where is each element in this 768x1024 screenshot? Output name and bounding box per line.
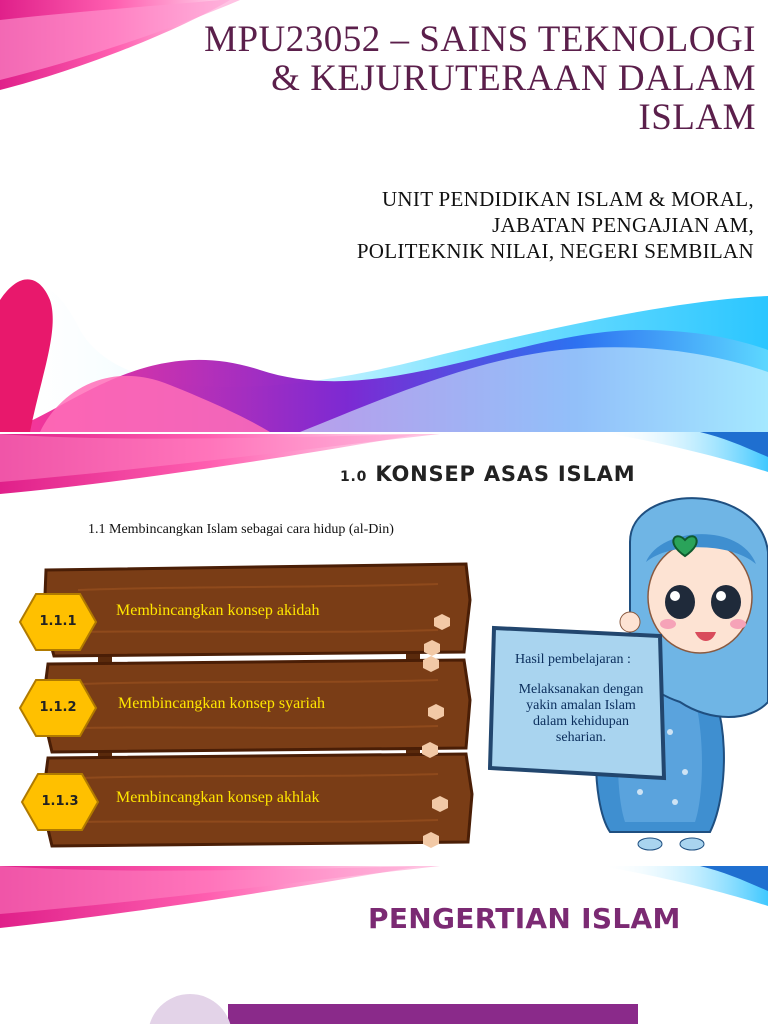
- course-title-line: MPU23052 – SAINS TEKNOLOGI: [204, 19, 756, 60]
- course-title-line: ISLAM: [638, 97, 756, 138]
- item-number: 1.1.2: [39, 700, 77, 715]
- board-line: Melaksanakan dengan: [518, 682, 644, 697]
- unit-line: UNIT PENDIDIKAN ISLAM & MORAL,: [381, 187, 754, 211]
- item-label: Membincangkan konsep akhlak: [116, 789, 320, 806]
- item-number: 1.1.3: [41, 794, 79, 809]
- item-label: Membincangkan konsep syariah: [118, 695, 326, 712]
- section-title: PENGERTIAN ISLAM: [368, 902, 681, 935]
- section-subtitle: 1.1 Membincangkan Islam sebagai cara hidup (al-Din): [88, 522, 394, 537]
- slide-pengertian: [0, 866, 768, 1024]
- slide-title: [0, 0, 768, 432]
- section-number: 1.0: [340, 469, 368, 485]
- board-heading: Hasil pembelajaran :: [515, 652, 631, 667]
- unit-line: POLITEKNIK NILAI, NEGERI SEMBILAN: [356, 239, 754, 263]
- item-number: 1.1.1: [39, 614, 77, 629]
- section-title-text: KONSEP ASAS ISLAM: [375, 462, 636, 486]
- course-title: [156, 20, 756, 137]
- board-line: yakin amalan Islam: [526, 698, 636, 713]
- unit-line: JABATAN PENGAJIAN AM,: [492, 213, 754, 237]
- course-title-line: & KEJURUTERAAN DALAM: [271, 58, 756, 99]
- board-body: [506, 682, 656, 746]
- unit-info: [194, 186, 754, 264]
- slide-konsep-asas: [0, 432, 768, 864]
- board-line: dalam kehidupan: [532, 714, 630, 729]
- board-line: seharian.: [555, 730, 607, 745]
- swoosh-decoration-icon: [0, 866, 768, 1024]
- item-label: Membincangkan konsep akidah: [116, 602, 320, 619]
